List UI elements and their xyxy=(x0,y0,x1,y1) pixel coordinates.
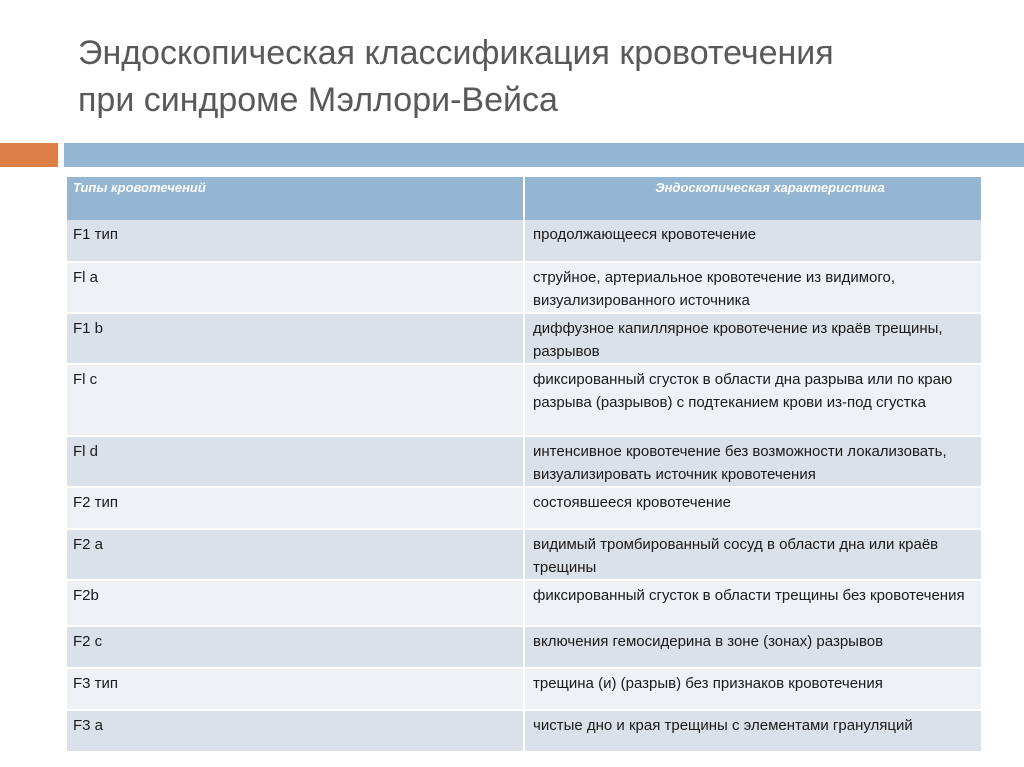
cell-description: фиксированный сгусток в области трещины без кровотечения xyxy=(524,580,982,626)
cell-type: Fl a xyxy=(67,262,524,313)
table-row xyxy=(67,313,982,364)
table-row xyxy=(67,710,982,752)
accent-bar-blue xyxy=(64,143,1024,167)
classification-table xyxy=(67,177,983,753)
cell-description: видимый тромбированный сосуд в области дна или краёв трещины xyxy=(524,529,982,580)
cell-type: F2 тип xyxy=(67,487,524,529)
slide-title xyxy=(78,30,978,124)
cell-description: продолжающееся кровотечение xyxy=(524,220,982,262)
cell-type: F2b xyxy=(67,580,524,626)
cell-description: интенсивное кровотечение без возможности локализовать, визуализировать источник кровотечения xyxy=(524,436,982,487)
cell-description: чистые дно и края трещины с элементами грануляций xyxy=(524,710,982,752)
cell-type: F3 тип xyxy=(67,668,524,710)
title-line-1: Эндоскопическая классификация кровотечения xyxy=(78,34,834,72)
cell-description: фиксированный сгусток в области дна разрыва или по краю разрыва (разрывов) с подтеканием крови из-под сгустка xyxy=(524,364,982,436)
table-row xyxy=(67,436,982,487)
cell-type: F2 a xyxy=(67,529,524,580)
title-line-2: при синдроме Мэллори-Вейса xyxy=(78,81,558,119)
cell-description: струйное, артериальное кровотечение из видимого, визуализированного источника xyxy=(524,262,982,313)
cell-type: F3 a xyxy=(67,710,524,752)
cell-description: трещина (и) (разрыв) без признаков кровотечения xyxy=(524,668,982,710)
cell-type: F1 b xyxy=(67,313,524,364)
cell-description: диффузное капиллярное кровотечение из краёв трещины, разрывов xyxy=(524,313,982,364)
header-endoscopic-characteristic: Эндоскопическая характеристика xyxy=(524,177,982,220)
cell-type: F2 c xyxy=(67,626,524,668)
header-bleeding-type: Типы кровотечений xyxy=(67,177,524,220)
table-row xyxy=(67,487,982,529)
table-row xyxy=(67,529,982,580)
cell-description: состоявшееся кровотечение xyxy=(524,487,982,529)
table-row xyxy=(67,262,982,313)
cell-type: Fl c xyxy=(67,364,524,436)
accent-bar-orange xyxy=(0,143,58,167)
table-row xyxy=(67,580,982,626)
table-row xyxy=(67,668,982,710)
table-row xyxy=(67,220,982,262)
classification-table-container xyxy=(67,177,982,753)
table-row xyxy=(67,626,982,668)
table-row xyxy=(67,364,982,436)
cell-type: Fl d xyxy=(67,436,524,487)
cell-description: включения гемосидерина в зоне (зонах) разрывов xyxy=(524,626,982,668)
cell-type: F1 тип xyxy=(67,220,524,262)
table-header-row xyxy=(67,177,982,220)
